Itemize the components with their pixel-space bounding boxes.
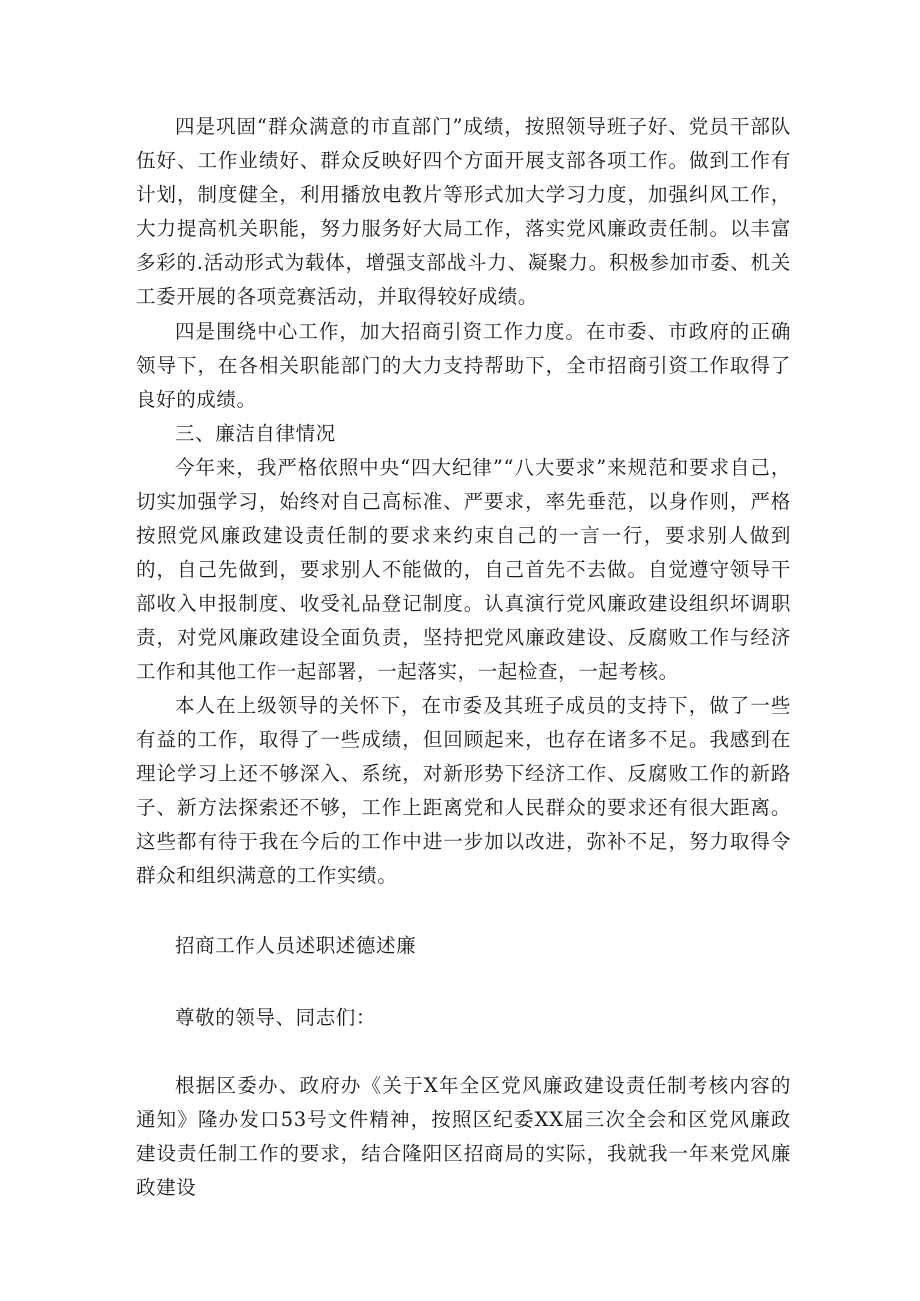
document-title: 招商工作人员述职述德述廉 bbox=[175, 934, 417, 957]
paragraph-shortcomings: 本人在上级领导的关怀下，在市委及其班子成员的支持下，做了一些有益的工作，取得了一些成绩，但回顾起来，也存在诸多不足。我感到在理论学习上还不够深入、系统，对新形势下经济工作、反腐败工作的新路子、新方法探索还不够，工作上距离党和人民群众的要求还有很大距离。这些都有待于我在今后的工作中进一步加以改进，弥补不足，努力取得令群众和组织满意的工作实绩。 bbox=[136, 694, 791, 887]
paragraph-introduction: 根据区委办、政府办《关于X年全区党风廉政建设责任制考核内容的通知》隆办发口53号文件精神，按照区纪委XX届三次全会和区党风廉政建设责任制工作的要求，结合隆阳区招商局的实际，我就我一年来党风廉政建设 bbox=[136, 1074, 791, 1199]
paragraph-consolidate-achievements: 四是巩固“群众满意的市直部门”成绩，按照领导班子好、党员干部队伍好、工作业绩好、群众反映好四个方面开展支部各项工作。做到工作有计划，制度健全，利用播放电教片等形式加大学习力度，加强纠风工作，大力提高机关职能，努力服务好大局工作，落实党风廉政责任制。以丰富多彩的.活动形式为载体，增强支部战斗力、凝聚力。积极参加市委、机关工委开展的各项竞赛活动，并取得较好成绩。 bbox=[136, 115, 791, 308]
salutation: 尊敬的领导、同志们： bbox=[175, 1006, 377, 1029]
paragraph-investment-promotion: 四是围绕中心工作，加大招商引资工作力度。在市委、市政府的正确领导下，在各相关职能部门的大力支持帮助下，全市招商引资工作取得了良好的成绩。 bbox=[136, 320, 791, 411]
paragraph-self-discipline: 今年来，我严格依照中央“四大纪律”“八大要求”来规范和要求自己，切实加强学习，始终对自己高标准、严要求，率先垂范，以身作则，严格按照党风廉政建设责任制的要求来约束自己的一言一行，要求别人做到的，自己先做到，要求别人不能做的，自己首先不去做。自觉遵守领导干部收入申报制度、收受礼品登记制度。认真演行党风廉政建设组织坏调职责，对党风廉政建设全面负责，坚持把党风廉政建设、反腐败工作与经济工作和其他工作一起部署，一起落实，一起检查，一起考核。 bbox=[136, 456, 791, 683]
section-heading-integrity: 三、廉洁自律情况 bbox=[175, 422, 336, 445]
